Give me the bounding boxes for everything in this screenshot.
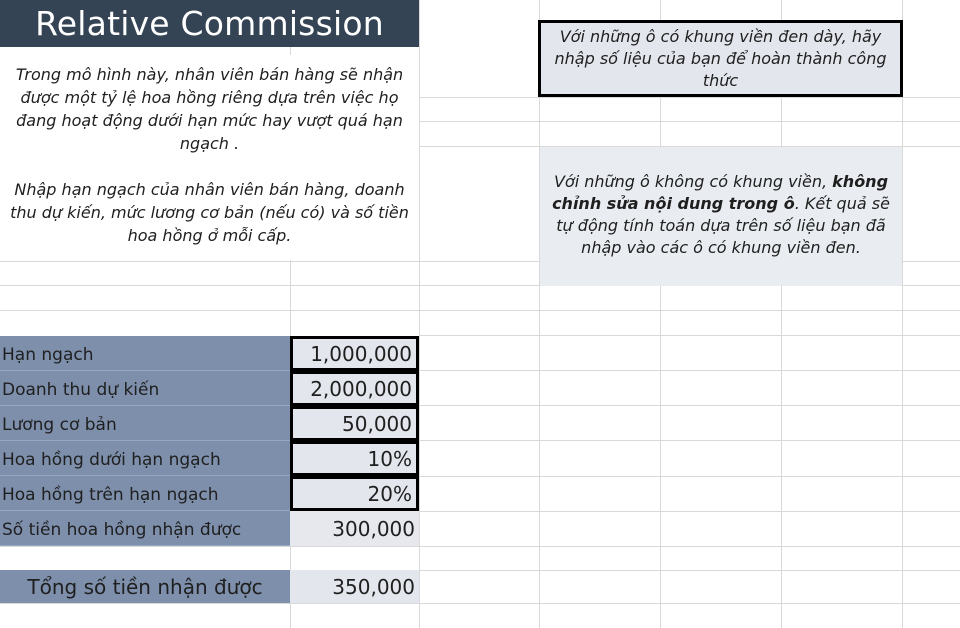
quota-input-cell[interactable]: 1,000,000 [290, 336, 419, 371]
commission-earned-label: Số tiền hoa hồng nhận được [0, 511, 290, 546]
note-text-start: Với những ô không có khung viền, [553, 172, 833, 191]
commission-earned-value-cell[interactable]: 300,000 [290, 511, 419, 546]
expected-revenue-input-cell[interactable]: 2,000,000 [290, 371, 419, 406]
commission-above-quota-input-cell[interactable]: 20% [290, 476, 419, 511]
model-description [0, 55, 419, 260]
commission-below-quota-input-cell[interactable]: 10% [290, 441, 419, 476]
unbordered-cells-note [540, 147, 902, 286]
base-salary-label: Lương cơ bản [0, 406, 290, 441]
total-earned-value-cell[interactable]: 350,000 [290, 570, 419, 603]
total-earned-label: Tổng số tiền nhận được [0, 570, 290, 603]
commission-below-quota-label: Hoa hồng dưới hạn ngạch [0, 441, 290, 476]
commission-above-quota-label: Hoa hồng trên hạn ngạch [0, 476, 290, 511]
sheet-title: Relative Commission [0, 0, 419, 47]
quota-label: Hạn ngạch [0, 336, 290, 371]
description-paragraph-2: Nhập hạn ngạch của nhân viên bán hàng, doanh thu dự kiến, mức lương cơ bản (nếu có) và số tiền hoa hồng ở mỗi cấp. [10, 180, 409, 245]
base-salary-input-cell[interactable]: 50,000 [290, 406, 419, 441]
note-text-bold: không chỉnh sửa nội dung trong ô [552, 172, 889, 213]
description-paragraph-1: Trong mô hình này, nhân viên bán hàng sẽ nhận được một tỷ lệ hoa hồng riêng dựa trên việc họ đang hoạt động dưới hạn mức hay vượt quá hạn ngạch . [15, 65, 404, 153]
expected-revenue-label: Doanh thu dự kiến [0, 371, 290, 406]
note-text-end: . Kết quả sẽ tự động tính toán dựa trên số liệu bạn đã nhập vào các ô có khung viền đen. [556, 194, 890, 257]
bordered-cells-note: Với những ô có khung viền đen dày, hãy nhập số liệu của bạn để hoàn thành công thức [538, 20, 903, 97]
